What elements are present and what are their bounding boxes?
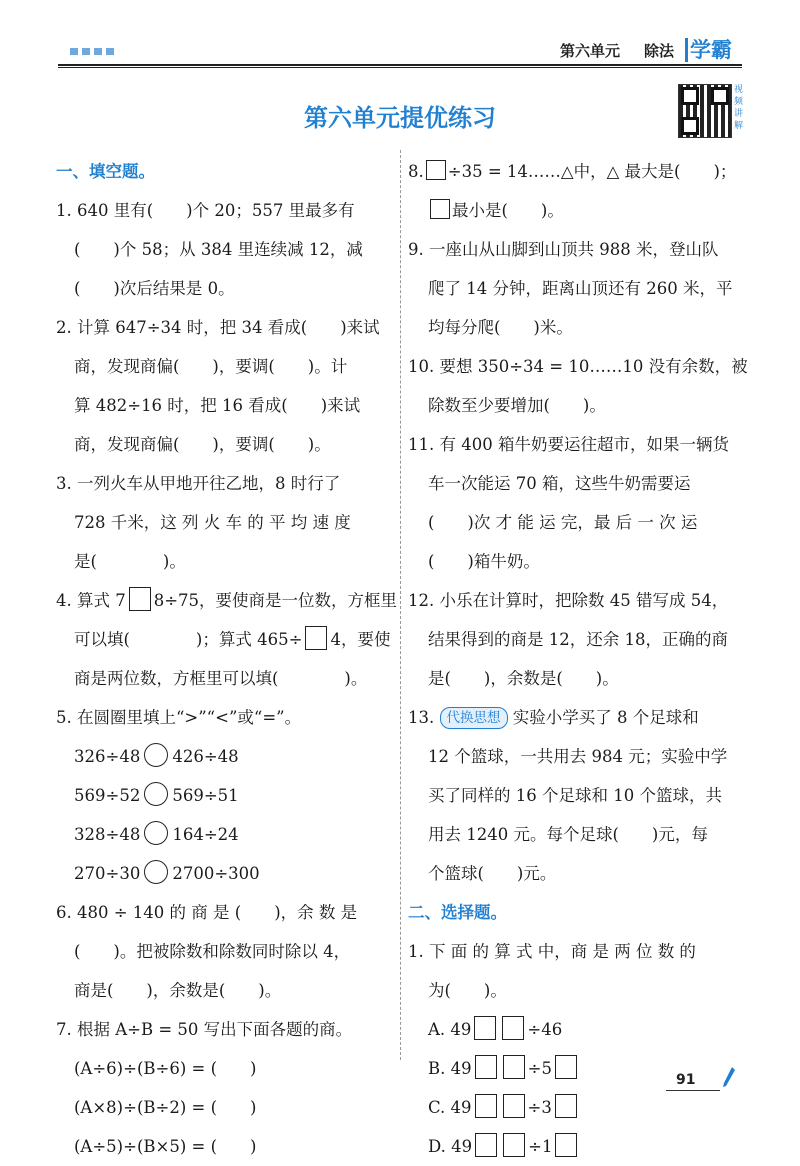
compare-circle[interactable]: [144, 782, 168, 806]
footer-rule: [666, 1090, 720, 1091]
header-decoration: [70, 48, 114, 55]
compare-circle[interactable]: [144, 860, 168, 884]
answer-box[interactable]: [430, 199, 450, 219]
q13-line: 个篮球( )元。: [428, 864, 557, 883]
page-title: 第六单元提优练习: [304, 104, 496, 132]
q7-line: (A÷5)÷(B×5) = ( ): [74, 1137, 257, 1156]
compare-left: 328÷48: [74, 825, 141, 844]
option-tail: ÷5: [527, 1059, 552, 1078]
q3-line: 728 千米，这 列 火 车 的 平 均 速 度: [74, 513, 351, 532]
qr-label: 视频讲解: [734, 85, 744, 131]
answer-box[interactable]: [129, 587, 151, 611]
header-unit: 第六单元: [560, 42, 621, 60]
q12-line: 结果得到的商是 12，还余 18，正确的商: [428, 630, 728, 649]
q11-line: ( )箱牛奶。: [428, 552, 540, 571]
q6-line: 商是( )，余数是( )。: [74, 981, 282, 1000]
page-number: 91: [676, 1072, 696, 1088]
q13-text: 实验小学买了 8 个足球和: [512, 708, 699, 727]
q9-line: 爬了 14 分钟，距离山顶还有 260 米，平: [428, 279, 733, 298]
compare-row: [56, 854, 392, 893]
q13-line: [408, 698, 748, 737]
left-column: [56, 152, 398, 1166]
answer-box[interactable]: [503, 1133, 525, 1157]
option-tail: ÷46: [527, 1020, 563, 1039]
q4-line: [56, 581, 398, 620]
q4-text: 可以填( )；算式 465÷: [74, 630, 303, 649]
answer-box[interactable]: [502, 1016, 524, 1040]
q9-line: 9. 一座山从山脚到山顶共 988 米，登山队: [408, 240, 719, 259]
q11-line: 车一次能运 70 箱，这些牛奶需要运: [428, 474, 691, 493]
q4-text: 4. 算式 7: [56, 591, 126, 610]
compare-circle[interactable]: [144, 743, 168, 767]
answer-box[interactable]: [426, 160, 446, 180]
option-label: C. 49: [428, 1098, 472, 1117]
column-divider: [400, 150, 401, 1060]
option-c[interactable]: [408, 1088, 748, 1127]
q8-line: [408, 191, 748, 230]
q8-num: 8.: [408, 162, 424, 181]
q1-line: ( )个 58；从 384 里连续减 12，减: [74, 240, 363, 259]
c1-line: 为( )。: [428, 981, 507, 1000]
q2-line: 商，发现商偏( )，要调( )。计: [74, 357, 348, 376]
section-fill-in: 一、填空题。: [56, 162, 155, 181]
option-label: D. 49: [428, 1137, 473, 1156]
answer-box[interactable]: [555, 1094, 577, 1118]
answer-box[interactable]: [555, 1133, 577, 1157]
compare-left: 270÷30: [74, 864, 141, 883]
q5-stem: 5. 在圆圈里填上“>”“<”或“=”。: [56, 708, 302, 727]
q2-line: 算 482÷16 时，把 16 看成( )来试: [74, 396, 361, 415]
compare-right: 2700÷300: [172, 864, 260, 883]
compare-right: 164÷24: [172, 825, 239, 844]
method-tag: 代换思想: [440, 707, 508, 729]
compare-circle[interactable]: [144, 821, 168, 845]
q4-text: 8÷75，要使商是一位数，方框里: [153, 591, 398, 610]
q12-line: 是( )，余数是( )。: [428, 669, 619, 688]
q8-text: ÷35 = 14……△中，△ 最大是( )；: [447, 162, 737, 181]
q3-line: 是( )。: [74, 552, 186, 571]
q8-line: [408, 152, 748, 191]
option-d[interactable]: [408, 1127, 748, 1166]
q13-line: 12 个篮球，一共用去 984 元；实验中学: [428, 747, 728, 766]
q9-line: 均每分爬( )米。: [428, 318, 573, 337]
right-column: [408, 152, 748, 1166]
q7-line: (A×8)÷(B÷2) = ( ): [74, 1098, 257, 1117]
q1-line: 1. 640 里有( )个 20；557 里最多有: [56, 201, 355, 220]
brand-logo: 学霸: [690, 38, 732, 62]
q1-line: ( )次后结果是 0。: [74, 279, 235, 298]
option-tail: ÷1: [528, 1137, 553, 1156]
q13-line: 买了同样的 16 个足球和 10 个篮球，共: [428, 786, 722, 805]
q10-line: 除数至少要增加( )。: [428, 396, 606, 415]
option-b[interactable]: [408, 1049, 748, 1088]
answer-box[interactable]: [474, 1016, 496, 1040]
option-a[interactable]: [408, 1010, 748, 1049]
compare-right: 426÷48: [172, 747, 239, 766]
pencil-icon: [722, 1066, 736, 1090]
compare-left: 326÷48: [74, 747, 141, 766]
answer-box[interactable]: [475, 1094, 497, 1118]
option-label: A. 49: [428, 1020, 472, 1039]
answer-box[interactable]: [503, 1094, 525, 1118]
q4-text: 4，要使: [330, 630, 391, 649]
q7-line: 7. 根据 A÷B = 50 写出下面各题的商。: [56, 1020, 353, 1039]
brand-divider: [685, 38, 688, 62]
q6-line: 6. 480 ÷ 140 的 商 是 ( )，余 数 是: [56, 903, 358, 922]
q6-line: ( )。把被除数和除数同时除以 4，: [74, 942, 351, 961]
q10-line: 10. 要想 350÷34 = 10……10 没有余数，被: [408, 357, 748, 376]
q13-num: 13.: [408, 708, 435, 727]
q4-line: [56, 620, 392, 659]
compare-left: 569÷52: [74, 786, 141, 805]
compare-row: [56, 737, 392, 776]
section-choice: 二、选择题。: [408, 903, 507, 922]
q11-line: ( )次 才 能 运 完，最 后 一 次 运: [428, 513, 698, 532]
option-label: B. 49: [428, 1059, 472, 1078]
q12-line: 12. 小乐在计算时，把除数 45 错写成 54，: [408, 591, 729, 610]
q2-line: 2. 计算 647÷34 时，把 34 看成( )来试: [56, 318, 380, 337]
option-tail: ÷3: [527, 1098, 552, 1117]
q11-line: 11. 有 400 箱牛奶要运往超市，如果一辆货: [408, 435, 729, 454]
compare-right: 569÷51: [172, 786, 239, 805]
q3-line: 3. 一列火车从甲地开往乙地，8 时行了: [56, 474, 341, 493]
answer-box[interactable]: [555, 1055, 577, 1079]
answer-box[interactable]: [305, 626, 327, 650]
header-topic: 除法: [644, 42, 675, 60]
q4-line: 商是两位数，方框里可以填( )。: [74, 669, 368, 688]
q13-line: 用去 1240 元。每个足球( )元，每: [428, 825, 708, 844]
header-rule: [58, 64, 742, 66]
compare-row: [56, 815, 392, 854]
answer-box[interactable]: [503, 1055, 525, 1079]
header-rule-thin: [58, 67, 742, 68]
qr-code-icon[interactable]: [678, 84, 732, 138]
answer-box[interactable]: [475, 1133, 497, 1157]
q7-line: (A÷6)÷(B÷6) = ( ): [74, 1059, 257, 1078]
q2-line: 商，发现商偏( )，要调( )。: [74, 435, 331, 454]
compare-row: [56, 776, 392, 815]
c1-line: 1. 下 面 的 算 式 中，商 是 两 位 数 的: [408, 942, 696, 961]
q8-text: 最小是( )。: [452, 201, 564, 220]
answer-box[interactable]: [475, 1055, 497, 1079]
